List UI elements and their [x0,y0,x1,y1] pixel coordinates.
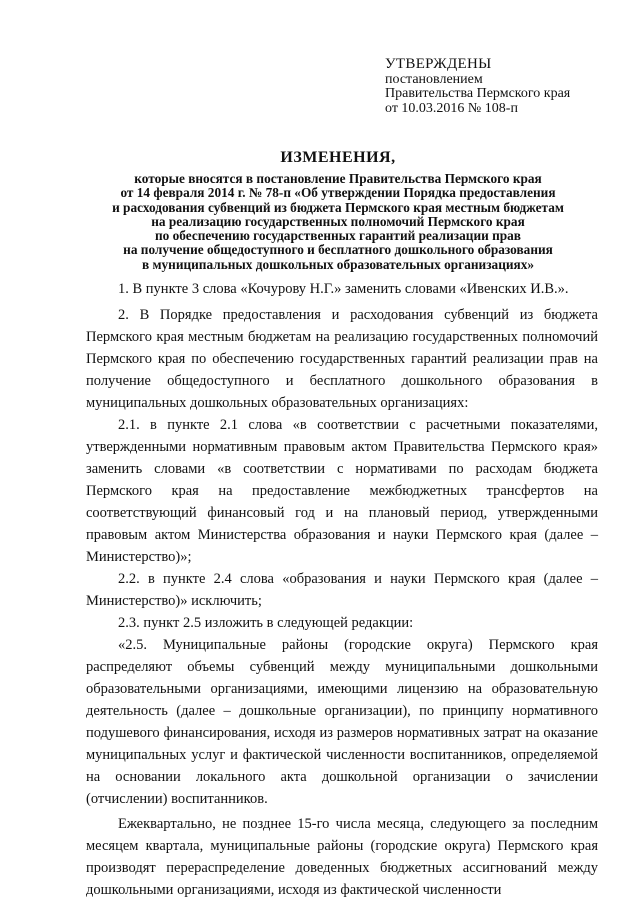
document-heading [60,148,616,272]
paragraph: «2.5. Муниципальные районы (городские округа) Пермского края распределяют объемы субвенций между муниципальными дошкольными образовательными организациями, имеющими лицензию на образовательную деятельность (далее – дошкольные организации), по принципу нормативного подушевого финансирования, исходя из размеров нормативных затрат на оказание муниципальных услуг и фактической численности воспитанников, определяемой на основании локального акта дошкольной организации о зачислении (отчислении) воспитанников. [86,637,598,807]
approval-line: постановлением [385,71,483,87]
heading-line: и расходования субвенций из бюджета Пермского края местным бюджетам [112,199,564,215]
document-title: ИЗМЕНЕНИЯ, [280,149,396,166]
approval-line: Правительства Пермского края [385,86,571,101]
document-body [86,278,598,901]
paragraph: 2.3. пункт 2.5 изложить в следующей редакции: [118,615,414,631]
heading-line: по обеспечению государственных гарантий реализации прав [155,228,521,244]
heading-line: от 14 февраля 2014 г. № 78-п «Об утверждении Порядка предоставления [120,185,556,201]
paragraph: Ежеквартально, не позднее 15-го числа месяца, следующего за последним месяцем квартала, муниципальные районы (городские округа) Пермского края производят перераспределение доведенных бюджетных ассигнований между дошкольными организациями, исходя из фактической численности [86,816,598,898]
paragraph: 1. В пункте 3 слова «Кочурову Н.Г.» заменить словами «Ивенских И.В.». [118,281,569,297]
heading-line: которые вносятся в постановление Правительства Пермского края [134,171,542,186]
heading-line: на реализацию государственных полномочий Пермского края [151,213,525,229]
approval-title: УТВЕРЖДЕНЫ [385,56,492,72]
heading-line: на получение общедоступного и бесплатного дошкольного образования [123,242,553,258]
heading-line: в муниципальных дошкольных образовательных организациях» [141,256,535,272]
approval-block [385,57,625,116]
paragraph: 2.2. в пункте 2.4 слова «образования и науки Пермского края (далее – Министерство)» исключить; [86,571,598,609]
approval-line: от 10.03.2016 № 108-п [385,100,518,116]
paragraph: 2.1. в пункте 2.1 слова «в соответствии с расчетными показателями, утвержденными нормативным правовым актом Правительства Пермского края» заменить словами «в соответствии с нормативами по расходам бюджета Пермского края на предоставление межбюджетных трансфертов на соответствующий финансовый год и на плановый период, утвержденными правовым актом Министерства образования и науки Пермского края (далее – Министерство)»; [86,417,598,565]
paragraph: 2. В Порядке предоставления и расходования субвенций из бюджета Пермского края местным бюджетам на реализацию государственных полномочий Пермского края по обеспечению государственных гарантий реализации прав на получение общедоступного и бесплатного дошкольного образования в муниципальных дошкольных образовательных организациях: [86,307,598,411]
